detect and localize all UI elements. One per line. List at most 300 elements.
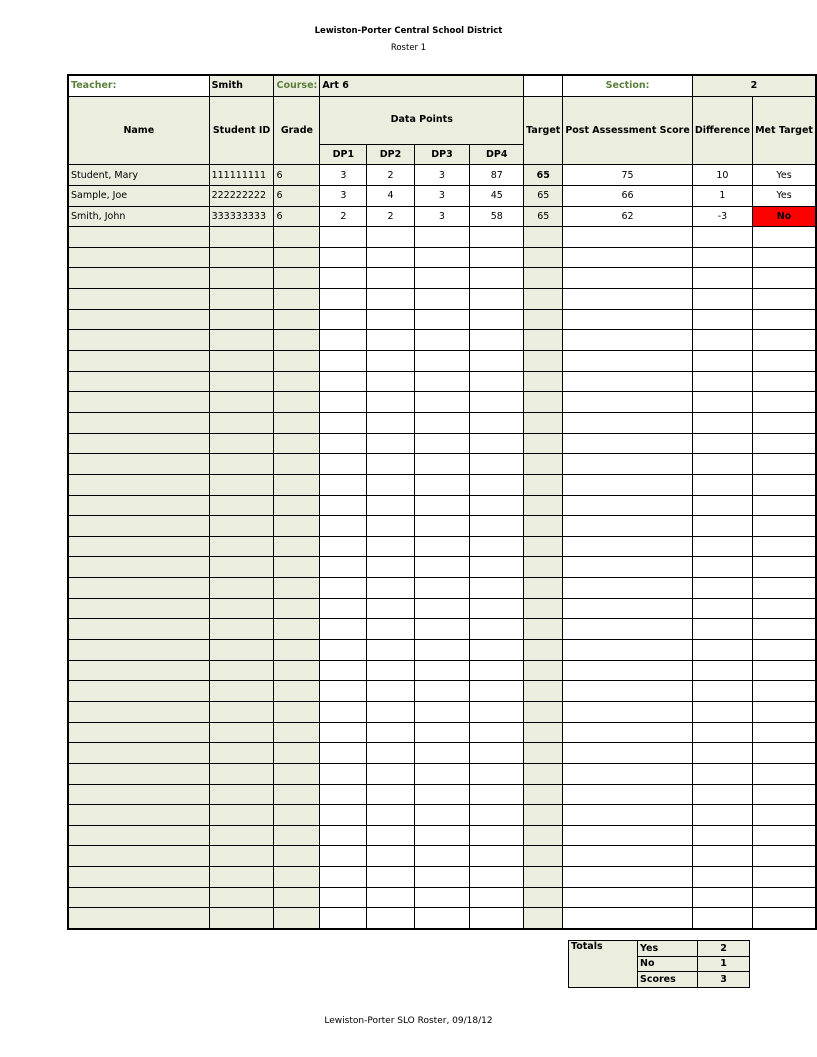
target-cell[interactable]: [524, 640, 563, 661]
grade-cell[interactable]: 6: [274, 185, 320, 206]
post-score-cell[interactable]: [563, 557, 693, 578]
dp2-cell[interactable]: [367, 722, 414, 743]
post-score-cell[interactable]: [563, 433, 693, 454]
student-id-cell[interactable]: [209, 268, 274, 289]
dp3-cell[interactable]: [414, 887, 470, 908]
post-score-cell[interactable]: [563, 516, 693, 537]
met-target-cell[interactable]: [753, 495, 816, 516]
post-score-cell[interactable]: [563, 454, 693, 475]
post-score-cell[interactable]: [563, 247, 693, 268]
dp2-cell[interactable]: [367, 268, 414, 289]
dp1-cell[interactable]: [320, 846, 367, 867]
met-target-cell[interactable]: [753, 660, 816, 681]
dp1-cell[interactable]: [320, 433, 367, 454]
dp1-cell[interactable]: [320, 660, 367, 681]
dp4-cell[interactable]: [470, 392, 524, 413]
dp3-cell[interactable]: [414, 784, 470, 805]
dp4-cell[interactable]: [470, 412, 524, 433]
dp2-cell[interactable]: [367, 578, 414, 599]
grade-cell[interactable]: [274, 722, 320, 743]
difference-cell[interactable]: [692, 371, 752, 392]
student-id-cell[interactable]: [209, 412, 274, 433]
dp2-cell[interactable]: [367, 351, 414, 372]
name-cell[interactable]: [68, 474, 209, 495]
target-cell[interactable]: [524, 516, 563, 537]
target-cell[interactable]: [524, 309, 563, 330]
student-id-cell[interactable]: [209, 846, 274, 867]
dp1-cell[interactable]: [320, 867, 367, 888]
name-cell[interactable]: Student, Mary: [68, 165, 209, 186]
student-id-cell[interactable]: [209, 722, 274, 743]
met-target-cell[interactable]: [753, 619, 816, 640]
dp3-cell[interactable]: [414, 474, 470, 495]
dp4-cell[interactable]: [470, 867, 524, 888]
student-id-cell[interactable]: [209, 619, 274, 640]
met-target-cell[interactable]: [753, 433, 816, 454]
post-score-cell[interactable]: [563, 474, 693, 495]
dp4-cell[interactable]: [470, 887, 524, 908]
met-target-cell[interactable]: [753, 371, 816, 392]
name-cell[interactable]: [68, 887, 209, 908]
difference-cell[interactable]: [692, 557, 752, 578]
target-cell[interactable]: [524, 681, 563, 702]
name-cell[interactable]: [68, 433, 209, 454]
met-target-cell[interactable]: [753, 722, 816, 743]
name-cell[interactable]: [68, 701, 209, 722]
student-id-cell[interactable]: [209, 289, 274, 310]
student-id-cell[interactable]: [209, 392, 274, 413]
dp3-cell[interactable]: [414, 743, 470, 764]
dp1-cell[interactable]: [320, 640, 367, 661]
difference-cell[interactable]: [692, 392, 752, 413]
name-cell[interactable]: [68, 392, 209, 413]
met-target-cell[interactable]: [753, 412, 816, 433]
grade-cell[interactable]: [274, 371, 320, 392]
dp4-cell[interactable]: [470, 351, 524, 372]
dp2-cell[interactable]: [367, 495, 414, 516]
dp3-cell[interactable]: [414, 412, 470, 433]
dp4-cell[interactable]: [470, 578, 524, 599]
dp1-cell[interactable]: [320, 412, 367, 433]
dp4-cell[interactable]: [470, 660, 524, 681]
student-id-cell[interactable]: [209, 763, 274, 784]
grade-cell[interactable]: [274, 536, 320, 557]
met-target-cell[interactable]: [753, 681, 816, 702]
dp2-cell[interactable]: [367, 433, 414, 454]
post-score-cell[interactable]: [563, 289, 693, 310]
dp4-cell[interactable]: [470, 474, 524, 495]
dp3-cell[interactable]: [414, 247, 470, 268]
dp2-cell[interactable]: [367, 887, 414, 908]
grade-cell[interactable]: [274, 557, 320, 578]
name-cell[interactable]: [68, 557, 209, 578]
difference-cell[interactable]: [692, 908, 752, 929]
student-id-cell[interactable]: [209, 557, 274, 578]
section-value[interactable]: 2: [692, 75, 816, 96]
dp2-cell[interactable]: [367, 763, 414, 784]
target-cell[interactable]: [524, 722, 563, 743]
dp4-cell[interactable]: [470, 227, 524, 248]
post-score-cell[interactable]: [563, 805, 693, 826]
grade-cell[interactable]: [274, 268, 320, 289]
student-id-cell[interactable]: [209, 743, 274, 764]
name-cell[interactable]: [68, 536, 209, 557]
grade-cell[interactable]: [274, 495, 320, 516]
dp1-cell[interactable]: [320, 351, 367, 372]
grade-cell[interactable]: [274, 598, 320, 619]
difference-cell[interactable]: [692, 330, 752, 351]
target-cell[interactable]: [524, 763, 563, 784]
met-target-cell[interactable]: No: [753, 206, 816, 227]
dp2-cell[interactable]: 2: [367, 165, 414, 186]
difference-cell[interactable]: 10: [692, 165, 752, 186]
dp4-cell[interactable]: [470, 846, 524, 867]
grade-cell[interactable]: [274, 846, 320, 867]
student-id-cell[interactable]: [209, 660, 274, 681]
post-score-cell[interactable]: [563, 392, 693, 413]
name-cell[interactable]: [68, 412, 209, 433]
dp1-cell[interactable]: [320, 743, 367, 764]
dp4-cell[interactable]: [470, 536, 524, 557]
name-cell[interactable]: [68, 867, 209, 888]
dp4-cell[interactable]: [470, 371, 524, 392]
target-cell[interactable]: [524, 454, 563, 475]
grade-cell[interactable]: [274, 763, 320, 784]
dp4-cell[interactable]: [470, 557, 524, 578]
student-id-cell[interactable]: [209, 640, 274, 661]
dp2-cell[interactable]: [367, 640, 414, 661]
difference-cell[interactable]: [692, 619, 752, 640]
dp1-cell[interactable]: [320, 578, 367, 599]
difference-cell[interactable]: [692, 495, 752, 516]
student-id-cell[interactable]: [209, 887, 274, 908]
dp3-cell[interactable]: [414, 433, 470, 454]
met-target-cell[interactable]: [753, 867, 816, 888]
dp1-cell[interactable]: [320, 536, 367, 557]
grade-cell[interactable]: [274, 289, 320, 310]
dp2-cell[interactable]: [367, 681, 414, 702]
dp3-cell[interactable]: [414, 867, 470, 888]
student-id-cell[interactable]: [209, 516, 274, 537]
grade-cell[interactable]: [274, 805, 320, 826]
dp3-cell[interactable]: [414, 557, 470, 578]
target-cell[interactable]: 65: [524, 185, 563, 206]
post-score-cell[interactable]: 62: [563, 206, 693, 227]
target-cell[interactable]: [524, 536, 563, 557]
name-cell[interactable]: [68, 578, 209, 599]
target-cell[interactable]: [524, 619, 563, 640]
dp3-cell[interactable]: [414, 908, 470, 929]
student-id-cell[interactable]: [209, 825, 274, 846]
grade-cell[interactable]: [274, 908, 320, 929]
grade-cell[interactable]: [274, 516, 320, 537]
name-cell[interactable]: [68, 640, 209, 661]
post-score-cell[interactable]: [563, 371, 693, 392]
dp1-cell[interactable]: [320, 619, 367, 640]
dp4-cell[interactable]: [470, 763, 524, 784]
grade-cell[interactable]: [274, 474, 320, 495]
met-target-cell[interactable]: [753, 784, 816, 805]
target-cell[interactable]: [524, 557, 563, 578]
name-cell[interactable]: [68, 227, 209, 248]
student-id-cell[interactable]: [209, 247, 274, 268]
post-score-cell[interactable]: [563, 867, 693, 888]
dp3-cell[interactable]: [414, 330, 470, 351]
student-id-cell[interactable]: [209, 867, 274, 888]
student-id-cell[interactable]: [209, 433, 274, 454]
dp2-cell[interactable]: [367, 412, 414, 433]
dp3-cell[interactable]: [414, 454, 470, 475]
name-cell[interactable]: [68, 846, 209, 867]
student-id-cell[interactable]: [209, 805, 274, 826]
post-score-cell[interactable]: 66: [563, 185, 693, 206]
dp2-cell[interactable]: [367, 825, 414, 846]
difference-cell[interactable]: [692, 743, 752, 764]
dp4-cell[interactable]: [470, 825, 524, 846]
target-cell[interactable]: [524, 825, 563, 846]
dp4-cell[interactable]: [470, 722, 524, 743]
student-id-cell[interactable]: [209, 701, 274, 722]
dp1-cell[interactable]: [320, 289, 367, 310]
target-cell[interactable]: [524, 247, 563, 268]
difference-cell[interactable]: [692, 247, 752, 268]
dp1-cell[interactable]: [320, 454, 367, 475]
dp2-cell[interactable]: [367, 846, 414, 867]
difference-cell[interactable]: [692, 784, 752, 805]
name-cell[interactable]: [68, 598, 209, 619]
dp1-cell[interactable]: [320, 268, 367, 289]
dp2-cell[interactable]: [367, 474, 414, 495]
target-cell[interactable]: [524, 805, 563, 826]
target-cell[interactable]: [524, 784, 563, 805]
met-target-cell[interactable]: [753, 309, 816, 330]
dp3-cell[interactable]: [414, 536, 470, 557]
grade-cell[interactable]: [274, 578, 320, 599]
grade-cell[interactable]: [274, 392, 320, 413]
grade-cell[interactable]: [274, 640, 320, 661]
target-cell[interactable]: [524, 578, 563, 599]
dp3-cell[interactable]: [414, 619, 470, 640]
dp2-cell[interactable]: [367, 867, 414, 888]
dp4-cell[interactable]: 45: [470, 185, 524, 206]
difference-cell[interactable]: [692, 805, 752, 826]
grade-cell[interactable]: [274, 454, 320, 475]
met-target-cell[interactable]: [753, 227, 816, 248]
name-cell[interactable]: [68, 289, 209, 310]
student-id-cell[interactable]: [209, 578, 274, 599]
met-target-cell[interactable]: [753, 805, 816, 826]
dp4-cell[interactable]: [470, 454, 524, 475]
difference-cell[interactable]: [692, 536, 752, 557]
grade-cell[interactable]: [274, 681, 320, 702]
dp2-cell[interactable]: 4: [367, 185, 414, 206]
course-value[interactable]: Art 6: [320, 75, 524, 96]
student-id-cell[interactable]: [209, 908, 274, 929]
met-target-cell[interactable]: [753, 289, 816, 310]
target-cell[interactable]: [524, 495, 563, 516]
dp3-cell[interactable]: [414, 805, 470, 826]
met-target-cell[interactable]: [753, 743, 816, 764]
met-target-cell[interactable]: [753, 268, 816, 289]
post-score-cell[interactable]: [563, 227, 693, 248]
post-score-cell[interactable]: [563, 784, 693, 805]
dp4-cell[interactable]: [470, 309, 524, 330]
name-cell[interactable]: [68, 784, 209, 805]
dp1-cell[interactable]: [320, 247, 367, 268]
dp2-cell[interactable]: [367, 454, 414, 475]
difference-cell[interactable]: [692, 516, 752, 537]
name-cell[interactable]: [68, 454, 209, 475]
post-score-cell[interactable]: [563, 412, 693, 433]
name-cell[interactable]: [68, 619, 209, 640]
student-id-cell[interactable]: 111111111: [209, 165, 274, 186]
dp4-cell[interactable]: [470, 433, 524, 454]
dp3-cell[interactable]: [414, 578, 470, 599]
grade-cell[interactable]: [274, 351, 320, 372]
grade-cell[interactable]: [274, 412, 320, 433]
student-id-cell[interactable]: 333333333: [209, 206, 274, 227]
target-cell[interactable]: [524, 289, 563, 310]
met-target-cell[interactable]: [753, 536, 816, 557]
difference-cell[interactable]: [692, 598, 752, 619]
name-cell[interactable]: [68, 681, 209, 702]
student-id-cell[interactable]: [209, 681, 274, 702]
dp4-cell[interactable]: [470, 640, 524, 661]
post-score-cell[interactable]: [563, 681, 693, 702]
dp1-cell[interactable]: [320, 681, 367, 702]
student-id-cell[interactable]: [209, 495, 274, 516]
name-cell[interactable]: [68, 908, 209, 929]
difference-cell[interactable]: [692, 351, 752, 372]
difference-cell[interactable]: [692, 289, 752, 310]
grade-cell[interactable]: [274, 247, 320, 268]
dp3-cell[interactable]: [414, 660, 470, 681]
dp1-cell[interactable]: [320, 392, 367, 413]
grade-cell[interactable]: [274, 330, 320, 351]
dp2-cell[interactable]: [367, 309, 414, 330]
difference-cell[interactable]: [692, 763, 752, 784]
post-score-cell[interactable]: [563, 536, 693, 557]
dp2-cell[interactable]: [367, 743, 414, 764]
target-cell[interactable]: [524, 351, 563, 372]
dp2-cell[interactable]: [367, 371, 414, 392]
post-score-cell[interactable]: [563, 268, 693, 289]
grade-cell[interactable]: [274, 825, 320, 846]
dp3-cell[interactable]: [414, 825, 470, 846]
target-cell[interactable]: [524, 433, 563, 454]
grade-cell[interactable]: [274, 784, 320, 805]
grade-cell[interactable]: [274, 660, 320, 681]
dp1-cell[interactable]: [320, 309, 367, 330]
dp4-cell[interactable]: [470, 289, 524, 310]
target-cell[interactable]: [524, 392, 563, 413]
difference-cell[interactable]: [692, 309, 752, 330]
dp2-cell[interactable]: [367, 392, 414, 413]
student-id-cell[interactable]: [209, 598, 274, 619]
target-cell[interactable]: [524, 743, 563, 764]
dp1-cell[interactable]: [320, 516, 367, 537]
dp1-cell[interactable]: 3: [320, 185, 367, 206]
dp1-cell[interactable]: [320, 557, 367, 578]
post-score-cell[interactable]: [563, 701, 693, 722]
dp3-cell[interactable]: [414, 289, 470, 310]
target-cell[interactable]: 65: [524, 165, 563, 186]
dp2-cell[interactable]: [367, 557, 414, 578]
post-score-cell[interactable]: [563, 660, 693, 681]
target-cell[interactable]: [524, 846, 563, 867]
met-target-cell[interactable]: [753, 330, 816, 351]
difference-cell[interactable]: 1: [692, 185, 752, 206]
dp3-cell[interactable]: [414, 309, 470, 330]
student-id-cell[interactable]: [209, 330, 274, 351]
dp2-cell[interactable]: [367, 784, 414, 805]
dp3-cell[interactable]: [414, 681, 470, 702]
student-id-cell[interactable]: [209, 474, 274, 495]
name-cell[interactable]: [68, 309, 209, 330]
met-target-cell[interactable]: [753, 578, 816, 599]
dp2-cell[interactable]: [367, 908, 414, 929]
dp3-cell[interactable]: [414, 227, 470, 248]
target-cell[interactable]: [524, 474, 563, 495]
difference-cell[interactable]: [692, 681, 752, 702]
name-cell[interactable]: Smith, John: [68, 206, 209, 227]
dp3-cell[interactable]: 3: [414, 185, 470, 206]
dp3-cell[interactable]: [414, 371, 470, 392]
name-cell[interactable]: [68, 805, 209, 826]
dp2-cell[interactable]: 2: [367, 206, 414, 227]
target-cell[interactable]: [524, 371, 563, 392]
dp4-cell[interactable]: [470, 743, 524, 764]
dp1-cell[interactable]: [320, 763, 367, 784]
dp1-cell[interactable]: [320, 227, 367, 248]
name-cell[interactable]: [68, 825, 209, 846]
dp1-cell[interactable]: [320, 371, 367, 392]
grade-cell[interactable]: [274, 227, 320, 248]
met-target-cell[interactable]: [753, 701, 816, 722]
dp4-cell[interactable]: 87: [470, 165, 524, 186]
post-score-cell[interactable]: [563, 330, 693, 351]
dp1-cell[interactable]: [320, 330, 367, 351]
dp1-cell[interactable]: [320, 825, 367, 846]
post-score-cell[interactable]: [563, 351, 693, 372]
met-target-cell[interactable]: [753, 557, 816, 578]
difference-cell[interactable]: [692, 578, 752, 599]
dp2-cell[interactable]: [367, 805, 414, 826]
grade-cell[interactable]: [274, 867, 320, 888]
post-score-cell[interactable]: [563, 578, 693, 599]
grade-cell[interactable]: [274, 743, 320, 764]
name-cell[interactable]: [68, 330, 209, 351]
name-cell[interactable]: [68, 763, 209, 784]
dp4-cell[interactable]: [470, 805, 524, 826]
student-id-cell[interactable]: 222222222: [209, 185, 274, 206]
student-id-cell[interactable]: [209, 309, 274, 330]
dp3-cell[interactable]: [414, 722, 470, 743]
post-score-cell[interactable]: [563, 640, 693, 661]
target-cell[interactable]: [524, 867, 563, 888]
post-score-cell[interactable]: [563, 825, 693, 846]
dp1-cell[interactable]: [320, 474, 367, 495]
dp2-cell[interactable]: [367, 660, 414, 681]
dp3-cell[interactable]: [414, 763, 470, 784]
dp4-cell[interactable]: [470, 330, 524, 351]
dp1-cell[interactable]: [320, 701, 367, 722]
target-cell[interactable]: 65: [524, 206, 563, 227]
dp3-cell[interactable]: [414, 268, 470, 289]
dp3-cell[interactable]: [414, 640, 470, 661]
target-cell[interactable]: [524, 412, 563, 433]
dp1-cell[interactable]: [320, 805, 367, 826]
